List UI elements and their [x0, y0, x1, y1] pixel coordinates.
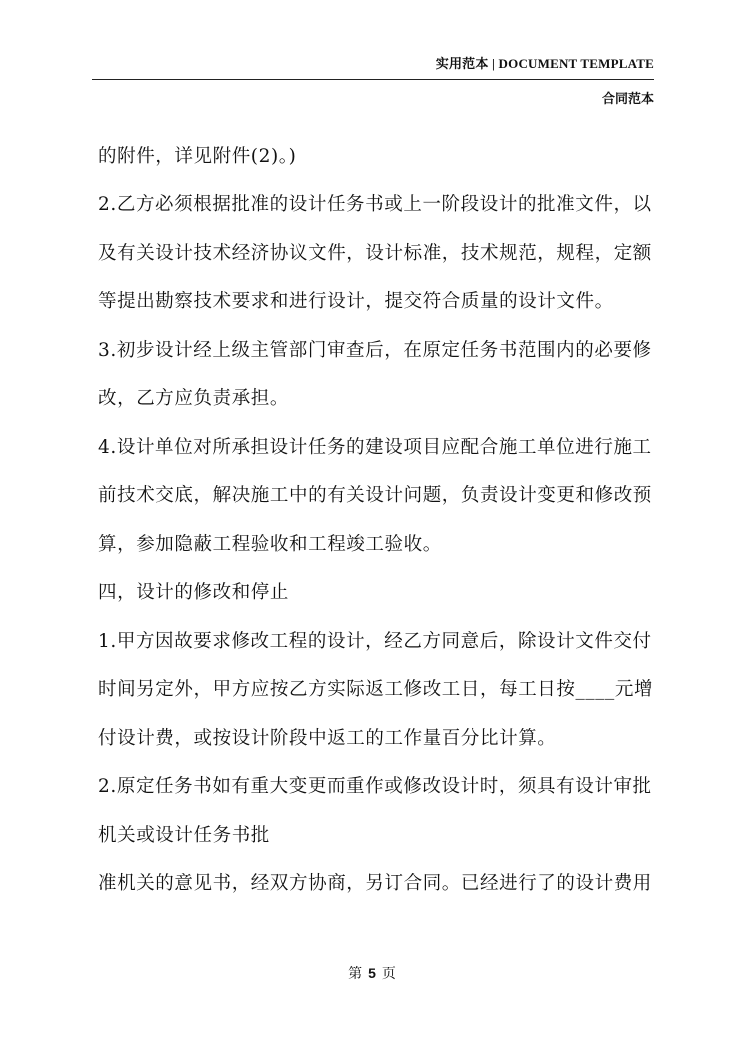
- body-line: 准机关的意见书，经双方协商，另订合同。已经进行了的设计费用: [98, 873, 652, 894]
- body-line: 1.甲方因故要求修改工程的设计，经乙方同意后，除设计文件交付: [98, 631, 652, 652]
- body-line: 前技术交底，解决施工中的有关设计问题，负责设计变更和修改预: [98, 485, 652, 506]
- body-line: 机关或设计任务书批: [98, 825, 270, 846]
- page-footer: [0, 963, 744, 983]
- header-title: 实用范本 | DOCUMENT TEMPLATE: [435, 56, 654, 71]
- body-line: 及有关设计技术经济协议文件，设计标准，技术规范，规程，定额: [98, 243, 652, 264]
- body-line: 3.初步设计经上级主管部门审查后，在原定任务书范围内的必要修: [98, 340, 652, 361]
- body-line: 付设计费，或按设计阶段中返工的工作量百分比计算。: [98, 728, 557, 749]
- body-line: 算，参加隐蔽工程验收和工程竣工验收。: [98, 534, 442, 555]
- body-line: 4.设计单位对所承担设计任务的建设项目应配合施工单位进行施工: [98, 437, 652, 458]
- header-divider: [92, 79, 654, 80]
- section-heading: 四，设计的修改和停止: [98, 582, 290, 603]
- page-number: 5: [368, 965, 376, 981]
- body-line: 改，乙方应负责承担。: [98, 388, 290, 409]
- body-line: 时间另定外，甲方应按乙方实际返工修改工日，每工日按____元增: [98, 679, 654, 700]
- body-line: 的附件，详见附件(2)。): [98, 146, 297, 167]
- header-subtitle: 合同范本: [601, 91, 654, 106]
- footer-suffix: 页: [381, 966, 396, 982]
- body-line: 2.原定任务书如有重大变更而重作或修改设计时，须具有设计审批: [98, 776, 652, 797]
- body-line: 等提出勘察技术要求和进行设计，提交符合质量的设计文件。: [98, 291, 614, 312]
- body-line: 2.乙方必须根据批准的设计任务书或上一阶段设计的批准文件，以: [98, 194, 652, 215]
- footer-prefix: 第: [348, 966, 363, 982]
